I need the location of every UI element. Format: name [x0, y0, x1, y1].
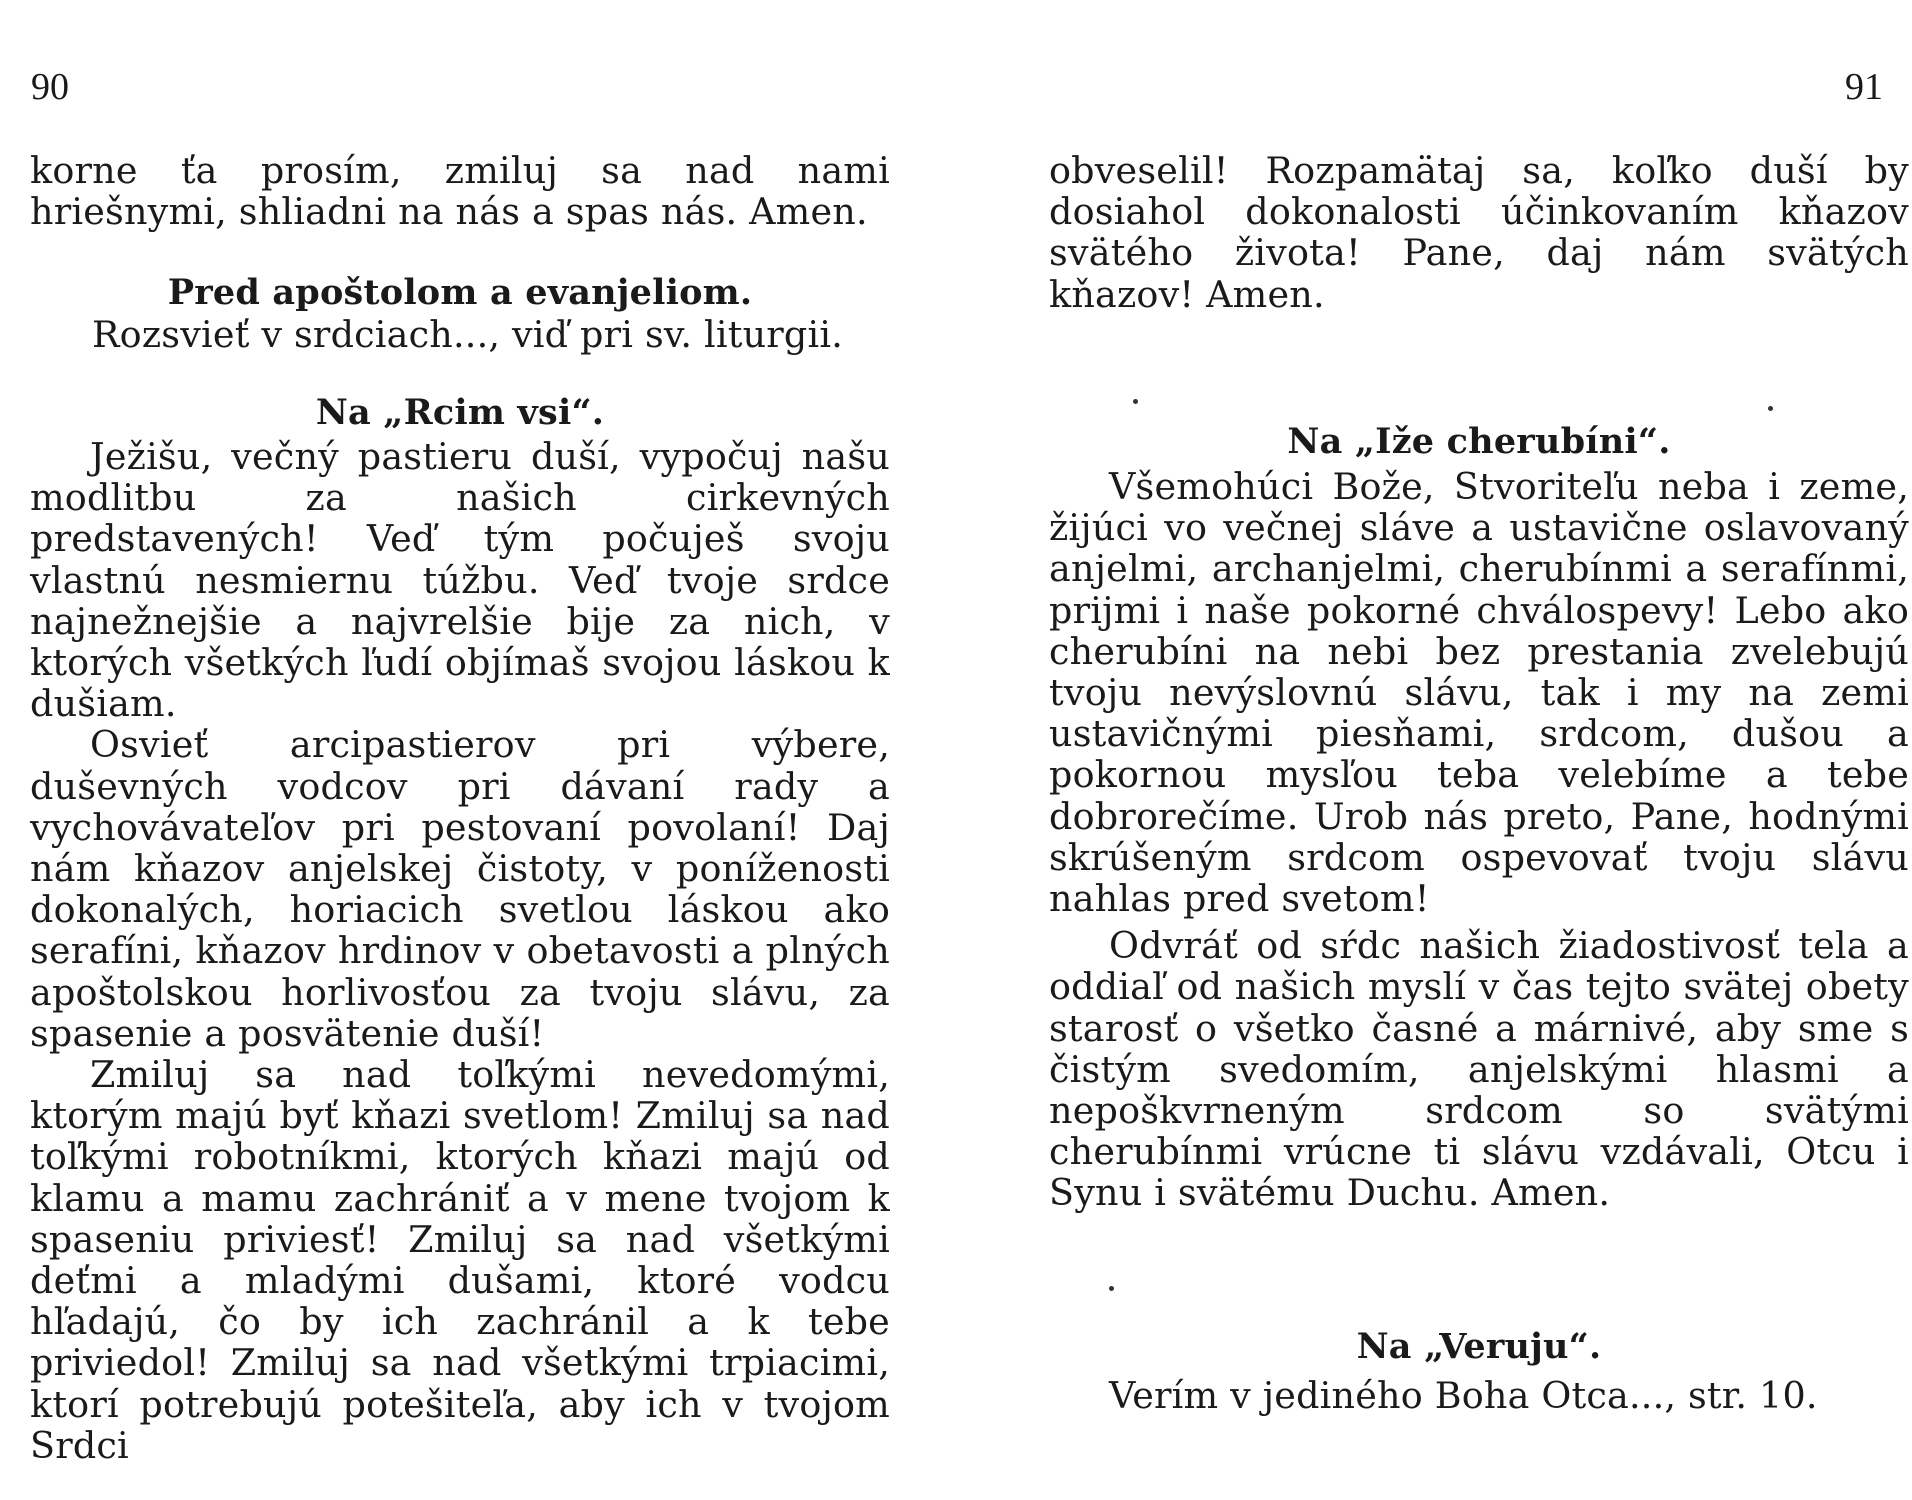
paragraph: Verím v jediného Boha Otca..., str. 10.: [1109, 1373, 1818, 1417]
paragraph: korne ťa prosím, zmiluj sa nad nami hriešnymi, shliadni na nás a spas nás. Amen.: [30, 149, 890, 234]
paragraph: Ježišu, večný pastieru duší, vypočuj našu modlitbu za našich cirkevných predstavených! Veď tým počuješ svoju vlastnú nesmiernu túžbu. Veď tvoje srdce najnežnejšie a najvrelšie bije za nich, v ktorých všetkých ľudí objímaš svojou láskou k dušiam.: [30, 435, 890, 726]
section-heading: Pred apoštolom a evanjeliom.: [167, 272, 753, 314]
section-heading: Na „Rcim vsi“.: [315, 391, 605, 433]
page-number-right: 91: [1845, 66, 1883, 108]
left-page-column: [30, 150, 890, 1466]
print-speck: [1768, 406, 1773, 411]
paragraph: Osvieť arcipastierov pri výbere, duševných vodcov pri dávaní rady a vychovávateľov pri pestovaní povolaní! Daj nám kňazov anjelskej čistoty, v poníženosti dokonalých, horiacich svetlou láskou ako serafíni, kňazov hrdinov v obetavosti a plných apoštolskou horlivosťou za tvoju slávu, za spasenie a posvätenie duší!: [30, 723, 890, 1055]
paragraph: obveselil! Rozpamätaj sa, koľko duší by dosiahol dokonalosti účinkovaním kňazov svätého života! Pane, daj nám svätých kňazov! Amen.: [1049, 149, 1909, 316]
right-page-column: [1049, 150, 1909, 1416]
print-speck: [1133, 399, 1138, 404]
paragraph: Rozsvieť v srdciach..., viď pri sv. liturgii.: [92, 312, 844, 356]
paragraph: Všemohúci Bože, Stvoriteľu neba i zeme, žijúci vo večnej sláve a ustavične oslavovaný anjelmi, archanjelmi, cherubínmi a serafínmi, prijmi i naše pokorné chválospevy! Lebo ako cherubíni na nebi bez prestania zvelebujú tvoju nevýslovnú slávu, tak i my na zemi ustavičnými piesňami, srdcom, dušou a pokornou mysľou teba velebíme a tebe dobrorečíme. Urob nás preto, Pane, hodnými skrúšeným srdcom ospevovať tvoju slávu nahlas pred svetom!: [1049, 465, 1909, 921]
section-heading: Na „Iže cherubíni“.: [1287, 420, 1671, 462]
print-speck: [1109, 1286, 1114, 1291]
paragraph: Zmiluj sa nad toľkými nevedomými, ktorým majú byť kňazi svetlom! Zmiluj sa nad toľkými robotníkmi, ktorých kňazi majú od klamu a mamu zachrániť a v mene tvojom k spaseniu priviesť! Zmiluj sa nad všetkými deťmi a mladými dušami, ktoré vodcu hľadajú, čo by ich zachránil a k tebe priviedol! Zmiluj sa nad všetkými trpiacimi, ktorí potrebujú potešiteľa, aby ich v tvojom Srdci: [30, 1053, 890, 1467]
paragraph: Odvráť od sŕdc našich žiadostivosť tela a oddiaľ od našich myslí v čas tejto svätej obety starosť o všetko časné a márnivé, aby sme s čistým svedomím, anjelskými hlasmi a nepoškvrneným srdcom so svätými cherubínmi vrúcne ti slávu vzdávali, Otcu i Synu i svätému Duchu. Amen.: [1049, 924, 1909, 1215]
page-number-left: 90: [31, 66, 69, 108]
section-heading: Na „Veruju“.: [1356, 1325, 1602, 1367]
